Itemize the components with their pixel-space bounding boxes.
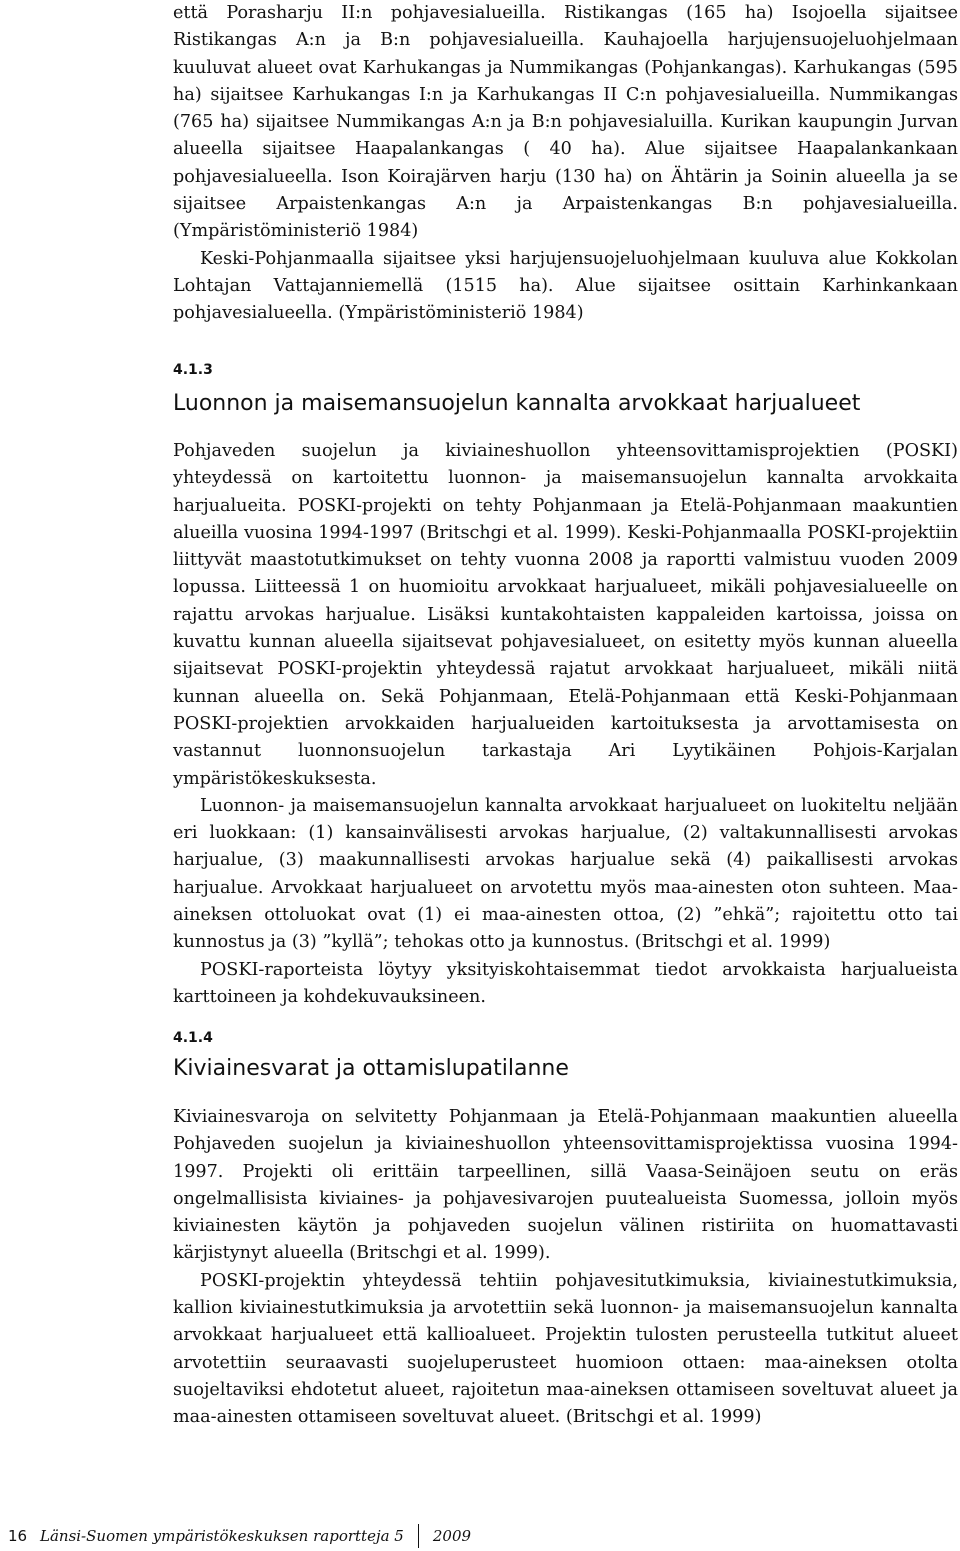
footer-divider: [418, 1524, 419, 1548]
section-4-1-3-body: [173, 438, 958, 1011]
paragraph: POSKI-projektin yhteydessä tehtiin pohjavesitutkimuksia, kiviainestutkimuksia, kallion kiviainestutkimuksia ja arvotettiin sekä luonnon- ja maisemansuojelun kannalta arvokkaat harjualueet että kallioalueet. Projektin tulosten perusteella tutkitut alueet arvotettiin seuraavasti suojeluperusteet huomioon ottaen: maa-aineksen otolta suojeltaviksi ehdotetut alueet, rajoitetun maa-aineksen ottamiseen soveltuvat alueet ja maa-ainesten ottamiseen soveltuvat alueet. (Britschgi et al. 1999): [173, 1270, 958, 1428]
paragraph: POSKI-raporteista löytyy yksityiskohtaisemmat tiedot arvokkaista harjualueista karttoineen ja kohdekuvauksineen.: [173, 959, 958, 1007]
page-number: 16: [8, 1527, 28, 1545]
intro-text-block: [173, 0, 958, 328]
report-series: Länsi-Suomen ympäristökeskuksen raportteja 5: [40, 1527, 404, 1545]
paragraph: Luonnon- ja maisemansuojelun kannalta arvokkaat harjualueet on luokiteltu neljään eri luokkaan: (1) kansainvälisesti arvokas harjualue, (2) valtakunnallisesti arvokas harjualue, (3) maakunnallisesti arvokas harjualue sekä (4) paikallisesti arvokas harjualue. Arvokkaat harjualueet on arvotettu myös maa-ainesten oton suhteen. Maa-aineksen ottoluokat ovat (1) ei maa-ainesten ottoa, (2) ”ehkä”; rajoitettu otto tai kunnostus ja (3) ”kyllä”; tehokas otto ja kunnostus. (Britschgi et al. 1999): [173, 795, 958, 953]
paragraph: Kiviainesvaroja on selvitetty Pohjanmaan ja Etelä-Pohjanmaan maakuntien alueella Pohjaveden suojelun ja kiviaineshuollon yhteensovittamisprojektissa vuosina 1994-1997. Projekti oli erittäin tarpeellinen, sillä Vaasa-Seinäjoen seutu on eräs ongelmallisista kiviaines- ja pohjavesivarojen puutealueista Suomessa, jolloin myös kiviainesten käytön ja pohjaveden suojelun välinen ristiriita on huomattavasti kärjistynyt alueella (Britschgi et al. 1999).: [173, 1107, 958, 1264]
paragraph: Keski-Pohjanmaalla sijaitsee yksi harjujensuojeluohjelmaan kuuluva alue Kokkolan Lohtajan Vattajanniemellä (1515 ha). Alue sijaitsee osittain Karhinkankaan pohjavesialueella. (Ympäristöministeriö 1984): [173, 248, 958, 324]
section-number: 4.1.4: [173, 1030, 213, 1046]
section-heading: Kiviainesvarat ja ottamislupatilanne: [173, 1056, 569, 1081]
report-year: 2009: [432, 1527, 472, 1545]
paragraph: Pohjaveden suojelun ja kiviaineshuollon yhteensovittamisprojektien (POSKI) yhteydessä on kartoitettu luonnon- ja maisemansuojelun kannalta arvokkaita harjualueita. POSKI-projekti on tehty Pohjanmaan ja Etelä-Pohjanmaan maakuntien alueilla vuosina 1994-1997 (Britschgi et al. 1999). Keski-Pohjanmaalla POSKI-projektiin liittyvät maastotutkimukset on tehty vuonna 2008 ja raportti valmistuu vuoden 2009 lopussa. Liitteessä 1 on huomioitu arvokkaat harjualueet, mikäli pohjavesialueelle on rajattu arvokas harjualue. Lisäksi kuntakohtaisten kappaleiden kartoissa, joissa on kuvattu kunnan alueella sijaitsevat pohjavesialueet, on esitetty myös kunnan alueella sijaitsevat POSKI-projektin yhteydessä rajatut arvokkaat harjualueet, mikäli niitä kunnan alueella on. Sekä Pohjanmaan, Etelä-Pohjanmaan että Keski-Pohjanmaan POSKI-projektien arvokkaiden harjualueiden kartoituksesta ja arvottamisesta on vastannut luonnonsuojelun tarkastaja Ari Lyytikäinen Pohjois-Karjalan ympäristökeskuksesta.: [173, 441, 958, 789]
paragraph: että Porasharju II:n pohjavesialueilla. Ristikangas (165 ha) Isojoella sijaitsee Ristikangas A:n ja B:n pohjavesialueilla. Kauhajoella harjujensuojeluohjelmaan kuuluvat alueet ovat Karhukangas ja Nummikangas (Pohjankangas). Karhukangas (595 ha) sijaitsee Karhukangas I:n ja Karhukangas II C:n pohjavesialueilla. Nummikangas (765 ha) sijaitsee Nummikangas A:n ja B:n pohjavesialuilla. Kurikan kaupungin Jurvan alueella sijaitsee Haapalankangas ( 40 ha). Alue sijaitsee Haapalankankaan pohjavesialueella. Ison Koirajärven harju (130 ha) on Ähtärin ja Soinin alueella ja se sijaitsee Arpaistenkangas A:n ja Arpaistenkangas B:n pohjavesialueilla. (Ympäristöministeriö 1984): [173, 3, 958, 242]
section-4-1-4-body: [173, 1104, 958, 1432]
section-heading: Luonnon ja maisemansuojelun kannalta arvokkaat harjualueet: [173, 391, 861, 416]
section-number: 4.1.3: [173, 362, 213, 378]
page-footer: [8, 1524, 471, 1548]
